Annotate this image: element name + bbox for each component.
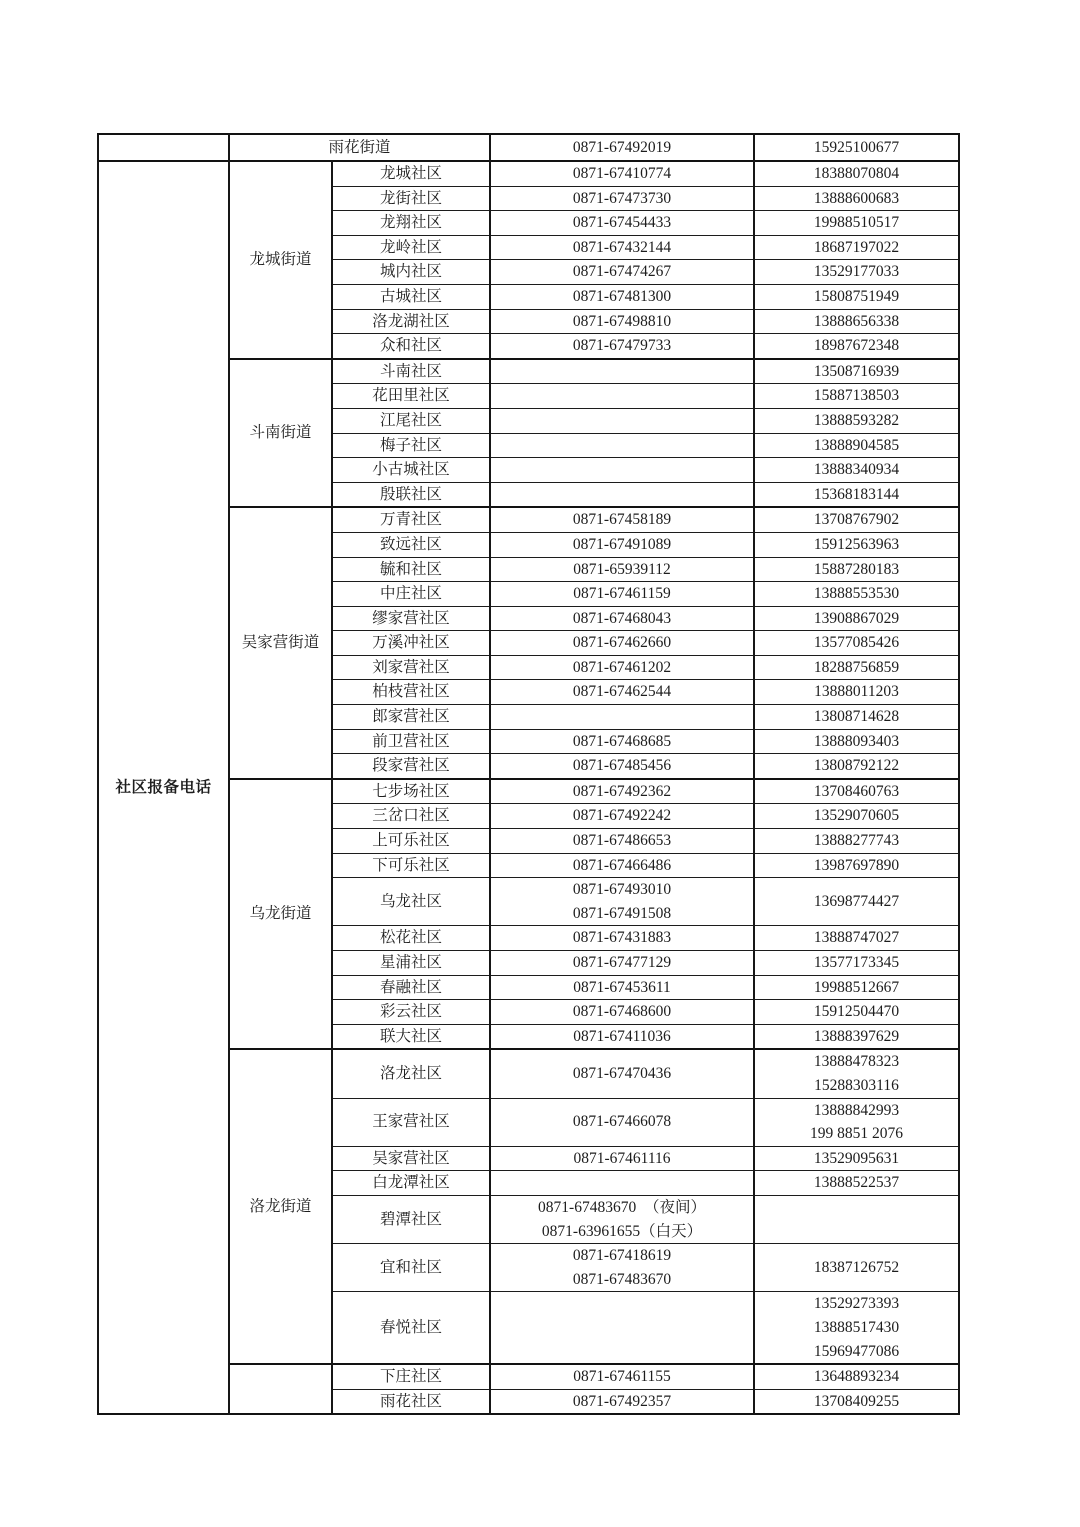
community-cell [332, 1195, 490, 1243]
office-phone-cell [490, 161, 754, 186]
community-cell-line: 花田里社区 [372, 387, 450, 405]
mobile-phone-cell [754, 134, 959, 161]
community-cell-line: 万溪冲社区 [372, 634, 450, 652]
community-cell-line: 致远社区 [380, 535, 443, 553]
community-cell-line: 上可乐社区 [372, 832, 450, 850]
street-cell [229, 1364, 332, 1414]
mobile-phone-cell-line: 199 8851 2076 [810, 1125, 904, 1143]
community-cell [332, 161, 490, 186]
office-phone-cell-line: 0871-67493010 [572, 881, 672, 899]
office-phone-cell [490, 1292, 754, 1364]
street-cell-line: 龙城街道 [249, 251, 312, 269]
street-cell [229, 134, 490, 161]
mobile-phone-cell [754, 211, 959, 236]
office-phone-cell [490, 878, 754, 926]
community-cell-line: 吴家营社区 [372, 1149, 450, 1167]
community-cell [332, 853, 490, 878]
mobile-phone-cell-line: 13888600683 [813, 189, 900, 207]
community-cell-line: 春融社区 [380, 978, 443, 996]
office-phone-cell [490, 1146, 754, 1171]
office-phone-cell-line: 0871-67453611 [573, 978, 671, 996]
community-cell-line: 下庄社区 [380, 1368, 443, 1386]
mobile-phone-cell [754, 408, 959, 433]
community-phone-table [97, 133, 960, 1415]
community-cell-line: 联大社区 [380, 1027, 443, 1045]
community-cell [332, 1146, 490, 1171]
community-cell-line: 洛龙湖社区 [372, 312, 450, 330]
mobile-phone-cell [754, 284, 959, 309]
office-phone-cell-line: 0871-67468685 [572, 732, 672, 750]
community-cell-line: 毓和社区 [380, 560, 443, 578]
office-phone-cell-line: 0871-67481300 [572, 287, 672, 305]
community-cell [332, 557, 490, 582]
mobile-phone-cell [754, 975, 959, 1000]
community-cell [332, 334, 490, 359]
community-cell-line: 洛龙社区 [380, 1065, 443, 1083]
mobile-phone-cell [754, 507, 959, 532]
mobile-phone-cell [754, 235, 959, 260]
community-cell [332, 433, 490, 458]
mobile-phone-cell [754, 606, 959, 631]
office-phone-cell-line: 0871-67498810 [572, 312, 672, 330]
office-phone-cell [490, 235, 754, 260]
mobile-phone-cell-line: 13708460763 [813, 782, 900, 800]
community-cell-line: 碧潭社区 [380, 1210, 443, 1228]
mobile-phone-cell-line: 13888340934 [813, 461, 900, 479]
office-phone-cell [490, 606, 754, 631]
mobile-phone-cell [754, 309, 959, 334]
mobile-phone-cell-line: 15887138503 [813, 387, 900, 405]
mobile-phone-cell-line: 13888842993 [813, 1101, 900, 1119]
street-cell [229, 161, 332, 359]
office-phone-cell [490, 1364, 754, 1389]
community-cell [332, 211, 490, 236]
office-phone-cell-line: 0871-63961655（白天） [541, 1222, 703, 1240]
mobile-phone-cell [754, 1171, 959, 1196]
mobile-phone-cell-line: 13708409255 [813, 1392, 900, 1410]
mobile-phone-cell-line: 13888517430 [813, 1318, 900, 1336]
mobile-phone-cell-line: 18388070804 [813, 165, 900, 182]
community-cell [332, 655, 490, 680]
mobile-phone-cell-line: 13888522537 [813, 1174, 900, 1192]
community-cell [332, 408, 490, 433]
mobile-phone-cell-line: 15887280183 [813, 560, 900, 578]
mobile-phone-cell-line: 15808751949 [813, 287, 900, 305]
mobile-phone-cell [754, 482, 959, 507]
office-phone-cell-line: 0871-67466078 [572, 1113, 672, 1131]
office-phone-cell-line: 0871-67491089 [572, 535, 672, 553]
office-phone-cell-line: 0871-67410774 [572, 165, 672, 182]
office-phone-cell [490, 705, 754, 730]
office-phone-cell [490, 309, 754, 334]
community-phone-table-body [98, 134, 959, 1414]
mobile-phone-cell-line: 13888593282 [813, 411, 900, 429]
community-cell [332, 384, 490, 409]
mobile-phone-cell-line: 18987672348 [813, 337, 900, 355]
office-phone-cell [490, 680, 754, 705]
mobile-phone-cell [754, 680, 959, 705]
community-cell-line: 古城社区 [380, 287, 443, 305]
office-phone-cell-line: 0871-67432144 [572, 238, 672, 256]
community-cell-line: 龙翔社区 [380, 214, 443, 232]
community-cell-line: 龙岭社区 [380, 238, 443, 256]
mobile-phone-cell-line: 13888747027 [813, 929, 900, 947]
street-cell [229, 1049, 332, 1364]
office-phone-cell [490, 1171, 754, 1196]
community-cell [332, 975, 490, 1000]
office-phone-cell [490, 1098, 754, 1146]
office-phone-cell [490, 926, 754, 951]
mobile-phone-cell [754, 384, 959, 409]
community-cell [332, 1024, 490, 1049]
community-cell-line: 三岔口社区 [372, 807, 450, 825]
community-cell-line: 梅子社区 [380, 436, 443, 454]
office-phone-cell [490, 532, 754, 557]
mobile-phone-cell-line: 18687197022 [813, 238, 900, 256]
community-cell-line: 殷联社区 [380, 485, 443, 503]
office-phone-cell-line: 0871-67474267 [572, 263, 672, 281]
office-phone-cell [490, 754, 754, 779]
community-cell [332, 829, 490, 854]
office-phone-cell [490, 334, 754, 359]
street-cell [229, 507, 332, 779]
mobile-phone-cell [754, 729, 959, 754]
mobile-phone-cell-line: 13888093403 [813, 732, 900, 750]
community-cell [332, 1000, 490, 1025]
office-phone-cell [490, 975, 754, 1000]
mobile-phone-cell [754, 458, 959, 483]
mobile-phone-cell-line: 13808792122 [813, 757, 900, 775]
community-cell-line: 段家营社区 [372, 757, 450, 775]
office-phone-cell-line: 0871-67473730 [572, 189, 672, 207]
mobile-phone-cell [754, 1292, 959, 1364]
office-phone-cell [490, 951, 754, 976]
mobile-phone-cell-line: 13908867029 [813, 609, 900, 627]
community-cell [332, 926, 490, 951]
mobile-phone-cell [754, 186, 959, 211]
mobile-phone-cell-line: 15912504470 [813, 1003, 900, 1021]
office-phone-cell-line: 0871-67431883 [572, 929, 672, 947]
mobile-phone-cell-line: 13808714628 [813, 708, 900, 726]
mobile-phone-cell-line: 13648893234 [813, 1368, 900, 1386]
mobile-phone-cell-line: 13888277743 [813, 832, 900, 850]
mobile-phone-cell-line: 13529273393 [813, 1295, 900, 1313]
mobile-phone-cell-line: 13529070605 [813, 807, 900, 825]
community-cell-line: 万青社区 [380, 511, 443, 529]
community-cell [332, 878, 490, 926]
office-phone-cell-line: 0871-67485456 [572, 757, 672, 775]
office-phone-cell [490, 853, 754, 878]
office-phone-cell-line: 0871-67462544 [572, 683, 672, 701]
mobile-phone-cell [754, 161, 959, 186]
office-phone-cell [490, 655, 754, 680]
mobile-phone-cell [754, 705, 959, 730]
mobile-phone-cell [754, 754, 959, 779]
office-phone-cell [490, 804, 754, 829]
community-cell-line: 彩云社区 [380, 1003, 443, 1021]
community-cell-line: 小古城社区 [372, 461, 450, 479]
mobile-phone-cell-line: 18288756859 [813, 658, 900, 676]
community-cell [332, 705, 490, 730]
mobile-phone-cell [754, 532, 959, 557]
office-phone-cell-line: 0871-67461202 [572, 658, 672, 676]
mobile-phone-cell-line: 13577085426 [813, 634, 900, 652]
community-cell-line: 王家营社区 [372, 1113, 450, 1131]
mobile-phone-cell-line: 13508716939 [813, 362, 900, 380]
community-cell [332, 1389, 490, 1414]
street-cell-line: 斗南街道 [249, 424, 312, 442]
office-phone-cell-line: 0871-67492019 [572, 138, 672, 156]
community-cell-line: 前卫营社区 [372, 732, 450, 750]
community-cell-line: 春悦社区 [380, 1318, 443, 1336]
mobile-phone-cell-line: 15925100677 [813, 138, 900, 156]
mobile-phone-cell-line: 15368183144 [813, 485, 900, 503]
office-phone-cell [490, 829, 754, 854]
community-cell [332, 951, 490, 976]
community-cell [332, 235, 490, 260]
office-phone-cell [490, 1049, 754, 1098]
office-phone-cell [490, 631, 754, 656]
row-group-label-cell-empty [98, 134, 229, 161]
community-cell [332, 1098, 490, 1146]
community-cell [332, 482, 490, 507]
community-cell [332, 606, 490, 631]
mobile-phone-cell-line: 13577173345 [813, 954, 900, 971]
mobile-phone-cell [754, 951, 959, 976]
office-phone-cell-line: 0871-67492242 [572, 807, 672, 825]
office-phone-cell [490, 1389, 754, 1414]
office-phone-cell [490, 482, 754, 507]
community-cell-line: 龙城社区 [380, 165, 443, 182]
community-cell [332, 284, 490, 309]
community-cell-line: 郎家营社区 [372, 708, 450, 726]
office-phone-cell [490, 433, 754, 458]
office-phone-cell-line: 0871-67466486 [572, 856, 672, 874]
row-group-label-cell-line: 社区报备电话 [115, 778, 212, 796]
community-cell [332, 507, 490, 532]
community-cell-line: 龙街社区 [380, 189, 443, 207]
office-phone-cell [490, 1244, 754, 1292]
community-cell-line: 松花社区 [380, 929, 443, 947]
mobile-phone-cell [754, 1195, 959, 1243]
office-phone-cell [490, 1024, 754, 1049]
mobile-phone-cell-line: 13529177033 [813, 263, 900, 281]
row-group-label-cell [98, 161, 229, 1414]
office-phone-cell [490, 1000, 754, 1025]
mobile-phone-cell [754, 829, 959, 854]
mobile-phone-cell [754, 1049, 959, 1098]
mobile-phone-cell-line: 13888397629 [813, 1027, 900, 1045]
office-phone-cell-line: 0871-67461116 [573, 1149, 671, 1167]
office-phone-cell-line: 0871-67468043 [572, 609, 672, 627]
office-phone-cell [490, 779, 754, 804]
office-phone-cell-line: 0871-67454433 [572, 214, 672, 232]
community-cell [332, 1364, 490, 1389]
office-phone-cell [490, 359, 754, 384]
community-cell [332, 458, 490, 483]
street-cell-line: 乌龙街道 [249, 905, 312, 923]
mobile-phone-cell [754, 1364, 959, 1389]
office-phone-cell [490, 384, 754, 409]
office-phone-cell-line: 0871-67477129 [572, 954, 672, 971]
mobile-phone-cell-line: 13888553530 [813, 585, 900, 603]
mobile-phone-cell [754, 853, 959, 878]
mobile-phone-cell [754, 260, 959, 285]
mobile-phone-cell [754, 655, 959, 680]
office-phone-cell [490, 134, 754, 161]
community-cell-line: 下可乐社区 [372, 856, 450, 874]
community-cell-line: 斗南社区 [380, 362, 443, 380]
community-cell-line: 众和社区 [380, 337, 443, 355]
community-cell [332, 680, 490, 705]
mobile-phone-cell [754, 631, 959, 656]
mobile-phone-cell [754, 1098, 959, 1146]
community-cell [332, 186, 490, 211]
mobile-phone-cell [754, 359, 959, 384]
mobile-phone-cell-line: 13529095631 [813, 1149, 900, 1167]
mobile-phone-cell [754, 878, 959, 926]
community-cell [332, 631, 490, 656]
office-phone-cell [490, 507, 754, 532]
mobile-phone-cell [754, 779, 959, 804]
community-cell [332, 309, 490, 334]
community-cell-line: 白龙潭社区 [372, 1174, 450, 1192]
mobile-phone-cell [754, 1389, 959, 1414]
mobile-phone-cell-line: 13888011203 [814, 683, 899, 701]
office-phone-cell-line: 0871-65939112 [573, 560, 671, 578]
mobile-phone-cell [754, 1146, 959, 1171]
community-cell-line: 宜和社区 [380, 1258, 443, 1276]
mobile-phone-cell-line: 13987697890 [813, 856, 900, 874]
mobile-phone-cell [754, 557, 959, 582]
community-cell-line: 缪家营社区 [372, 609, 450, 627]
office-phone-cell-line: 0871-67461159 [573, 585, 671, 603]
community-cell-line: 刘家营社区 [372, 658, 450, 676]
community-cell [332, 1049, 490, 1098]
office-phone-cell [490, 729, 754, 754]
community-cell-line: 雨花社区 [380, 1392, 443, 1410]
mobile-phone-cell-line: 15969477086 [813, 1342, 900, 1360]
street-cell-line: 雨花街道 [328, 138, 391, 156]
office-phone-cell [490, 260, 754, 285]
office-phone-cell-line: 0871-67468600 [572, 1003, 672, 1021]
community-cell [332, 779, 490, 804]
office-phone-cell-line: 0871-67491508 [572, 904, 672, 922]
office-phone-cell [490, 408, 754, 433]
community-cell [332, 754, 490, 779]
mobile-phone-cell-line: 18387126752 [813, 1258, 900, 1276]
community-cell [332, 532, 490, 557]
office-phone-cell-line: 0871-67492362 [572, 782, 672, 800]
office-phone-cell-line: 0871-67462660 [572, 634, 672, 652]
mobile-phone-cell-line: 15912563963 [813, 535, 900, 553]
office-phone-cell-line: 0871-67479733 [572, 337, 672, 355]
community-cell [332, 260, 490, 285]
community-cell [332, 582, 490, 607]
office-phone-cell-line: 0871-67483670 （夜间） [538, 1198, 706, 1216]
office-phone-cell-line: 0871-67458189 [572, 511, 672, 529]
mobile-phone-cell-line: 13708767902 [813, 511, 900, 529]
office-phone-cell-line: 0871-67470436 [572, 1065, 672, 1083]
mobile-phone-cell-line: 13888904585 [813, 436, 900, 454]
mobile-phone-cell-line: 13698774427 [813, 893, 900, 911]
street-cell-line: 吴家营街道 [241, 634, 320, 652]
mobile-phone-cell [754, 926, 959, 951]
mobile-phone-cell [754, 582, 959, 607]
community-cell [332, 1244, 490, 1292]
mobile-phone-cell-line: 13888656338 [813, 312, 900, 330]
street-cell [229, 359, 332, 508]
community-cell [332, 804, 490, 829]
office-phone-cell-line: 0871-67492357 [572, 1392, 672, 1410]
mobile-phone-cell [754, 1000, 959, 1025]
office-phone-cell-line: 0871-67418619 [572, 1247, 672, 1265]
mobile-phone-cell [754, 433, 959, 458]
mobile-phone-cell-line: 19988512667 [813, 978, 900, 996]
office-phone-cell [490, 284, 754, 309]
mobile-phone-cell [754, 1244, 959, 1292]
mobile-phone-cell-line: 13888478323 [813, 1053, 900, 1071]
community-cell [332, 1171, 490, 1196]
community-cell [332, 729, 490, 754]
office-phone-cell-line: 0871-67411036 [573, 1027, 671, 1045]
community-cell-line: 柏枝营社区 [372, 683, 450, 701]
street-cell-line: 洛龙街道 [249, 1197, 312, 1215]
mobile-phone-cell [754, 334, 959, 359]
office-phone-cell [490, 186, 754, 211]
community-cell [332, 1292, 490, 1364]
mobile-phone-cell-line: 19988510517 [813, 214, 900, 232]
mobile-phone-cell-line: 15288303116 [814, 1076, 899, 1094]
office-phone-cell-line: 0871-67483670 [572, 1270, 672, 1288]
mobile-phone-cell [754, 1024, 959, 1049]
community-cell-line: 星浦社区 [380, 954, 443, 971]
office-phone-cell-line: 0871-67486653 [572, 832, 672, 850]
community-cell-line: 中庄社区 [380, 585, 443, 603]
mobile-phone-cell [754, 804, 959, 829]
community-cell-line: 城内社区 [380, 263, 443, 281]
office-phone-cell [490, 1195, 754, 1243]
community-cell-line: 乌龙社区 [380, 893, 443, 911]
community-cell-line: 江尾社区 [380, 411, 443, 429]
community-cell [332, 359, 490, 384]
office-phone-cell [490, 458, 754, 483]
office-phone-cell-line: 0871-67461155 [573, 1368, 671, 1386]
office-phone-cell [490, 557, 754, 582]
office-phone-cell [490, 211, 754, 236]
community-cell-line: 七步场社区 [372, 782, 450, 800]
office-phone-cell [490, 582, 754, 607]
street-cell [229, 779, 332, 1050]
